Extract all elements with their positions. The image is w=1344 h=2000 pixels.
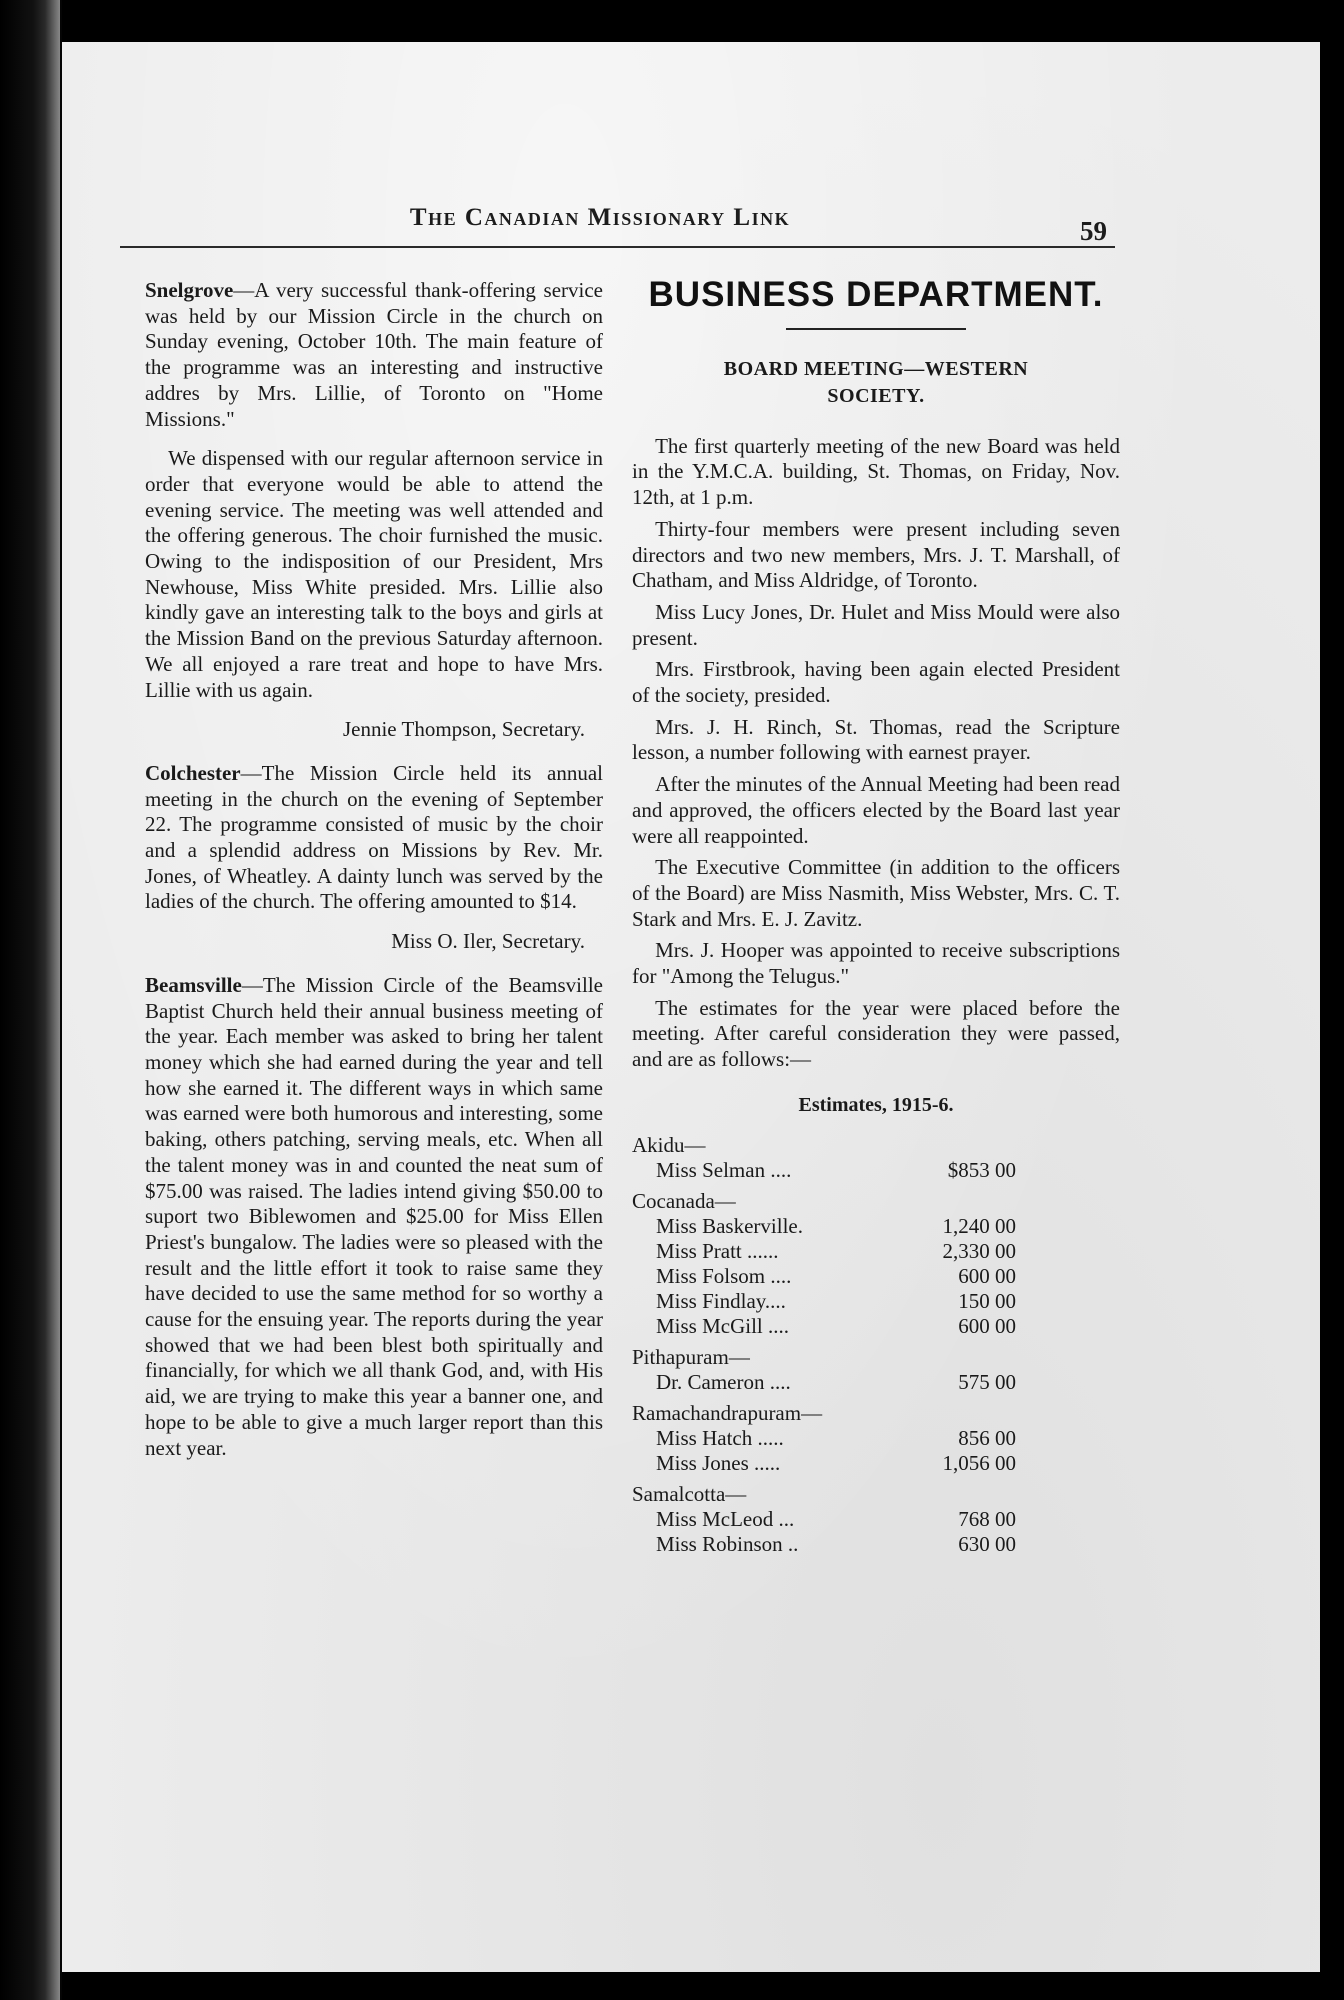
board-meeting-paragraph: Miss Lucy Jones, Dr. Hulet and Miss Mould were also present. <box>632 599 1120 650</box>
estimate-row <box>656 1451 1016 1476</box>
estimate-row <box>656 1426 1016 1451</box>
estimate-amount: $853 00 <box>947 1157 1016 1182</box>
station-block <box>632 1189 1120 1345</box>
right-column <box>632 275 1120 1563</box>
estimate-amount: 150 00 <box>958 1288 1016 1313</box>
station-block <box>632 1133 1120 1189</box>
board-meeting-title-line-2: SOCIETY. <box>827 384 925 407</box>
estimate-row <box>656 1214 1016 1239</box>
left-column <box>145 278 603 1475</box>
snelgrove-signature: Jennie Thompson, Secretary. <box>342 717 585 742</box>
snelgrove-text: —A very successful thank-offering service was held by our Mission Circle in the church on Sunday evening, October 10th. The main feature of the programme was an interesting and instructive addres by Mrs. Lillie, of Toronto on "Home Missions." <box>145 278 603 431</box>
page-number: 59 <box>1080 216 1107 246</box>
board-meeting-paragraph: Mrs. J. Hooper was appointed to receive subscriptions for "Among the Telugus." <box>632 938 1120 989</box>
colchester-lead: Colchester <box>145 760 241 785</box>
snelgrove-lead: Snelgrove <box>145 278 234 302</box>
estimate-amount: 575 00 <box>958 1369 1016 1394</box>
colchester-paragraph <box>145 761 603 915</box>
estimates-title: Estimates, 1915-6. <box>798 1093 954 1116</box>
beamsville-paragraph <box>145 973 603 1461</box>
station-block <box>632 1482 1120 1563</box>
beamsville-text: —The Mission Circle of the Beamsville Baptist Church held their annual business meeting of the year. Each member was asked to bring her talent money which she had earned during the year and tell how she earned it. The different ways in which same was earned were both humorous and interesting, some baking, others patching, serving meals, etc. When all the talent money was in and counted the neat sum of $75.00 was raised. The ladies intend giving $50.00 to suport two Biblewomen and $25.00 for Miss Ellen Priest's bungalow. The ladies were so pleased with the result and the little effort it took to raise same they have decided to use the same method for so worthy a cause for the ensuing year. The reports during the year showed that we had been blest both spiritually and financially, for which we all thank God, and, with His aid, we are trying to make this year a banner one, and hope to be able to give a much larger report than this next year. <box>145 972 603 1460</box>
business-department-title: BUSINESS DEPARTMENT. <box>648 275 1104 314</box>
colchester-text: —The Mission Circle held its annual meeting in the church on the evening of September 22. The programme consisted of music by the choir and a splendid address on Missions by Rev. Mr. Jones, of Wheatley. A dainty lunch was served by the ladies of the church. The offering amounted to $14. <box>145 760 603 914</box>
board-meeting-paragraph: The Executive Committee (in addition to the officers of the Board) are Miss Nasmith, Miss Webster, Mrs. C. T. Stark and Mrs. E. J. Zavitz. <box>632 855 1120 931</box>
board-meeting-title-line-1: BOARD MEETING—WESTERN <box>723 357 1029 380</box>
board-meeting-paragraph: After the minutes of the Annual Meeting had been read and approved, the officers elected by the Board last year were all reappointed. <box>632 772 1120 848</box>
board-meeting-paragraph: The first quarterly meeting of the new Board was held in the Y.M.C.A. building, St. Thomas, on Friday, Nov. 12th, at 1 p.m. <box>632 433 1120 510</box>
film-border-bottom <box>62 1972 1344 2000</box>
estimate-person: Miss Selman .... <box>656 1157 792 1182</box>
estimate-amount: 2,330 00 <box>942 1238 1016 1263</box>
station-gap <box>632 1557 1120 1563</box>
estimate-amount: 1,240 00 <box>942 1213 1016 1238</box>
estimate-amount: 600 00 <box>958 1263 1016 1288</box>
board-meeting-paragraph: Mrs. J. H. Rinch, St. Thomas, read the Scripture lesson, a number following with earnest prayer. <box>632 714 1120 765</box>
board-meeting-paragraph: Thirty-four members were present including seven directors and two new members, Mrs. J. T. Marshall, of Chatham, and Miss Aldridge, of Toronto. <box>632 516 1120 593</box>
film-border-right <box>1318 42 1344 1972</box>
estimate-person: Miss Robinson .. <box>656 1531 799 1556</box>
station-name: Akidu— <box>632 1132 706 1157</box>
estimate-amount: 768 00 <box>958 1506 1016 1531</box>
estimate-amount: 1,056 00 <box>942 1450 1016 1475</box>
estimate-person: Dr. Cameron .... <box>656 1369 791 1394</box>
board-meeting-title <box>632 356 1120 410</box>
colchester-signature: Miss O. Iler, Secretary. <box>391 929 585 954</box>
estimate-person: Miss Findlay.... <box>656 1288 786 1313</box>
running-head: The Canadian Missionary Link <box>409 204 791 231</box>
board-meeting-paragraph: Mrs. Firstbrook, having been again elected President of the society, presided. <box>632 657 1120 708</box>
estimate-row <box>656 1289 1016 1314</box>
estimate-amount: 630 00 <box>958 1531 1016 1556</box>
estimate-person: Miss Folsom .... <box>656 1263 792 1288</box>
station-block <box>632 1345 1120 1401</box>
station-name: Cocanada— <box>632 1188 736 1213</box>
estimate-row <box>656 1314 1016 1339</box>
estimate-row <box>656 1507 1016 1532</box>
estimate-row <box>656 1532 1016 1557</box>
header-rule <box>120 246 1115 248</box>
estimate-amount: 856 00 <box>958 1425 1016 1450</box>
title-rule <box>786 328 966 330</box>
station-block <box>632 1401 1120 1482</box>
estimate-person: Miss McLeod ... <box>656 1506 795 1531</box>
film-border-top <box>62 0 1344 42</box>
estimate-person: Miss Baskerville. <box>656 1213 803 1238</box>
film-border-left <box>0 0 60 2000</box>
estimate-row <box>656 1158 1016 1183</box>
estimate-person: Miss Jones ..... <box>656 1450 781 1475</box>
estimate-row <box>656 1264 1016 1289</box>
board-meeting-paragraph: The estimates for the year were placed before the meeting. After careful consideration they were passed, and are as follows:— <box>632 995 1120 1072</box>
beamsville-lead: Beamsville <box>145 972 242 997</box>
board-meeting-paragraphs <box>632 434 1120 1073</box>
estimate-person: Miss Hatch ..... <box>656 1425 784 1450</box>
snelgrove-paragraph <box>145 278 603 432</box>
estimate-row <box>656 1370 1016 1395</box>
estimates-list <box>632 1133 1120 1563</box>
estimate-row <box>656 1239 1016 1264</box>
estimate-person: Miss McGill .... <box>656 1313 790 1338</box>
estimate-amount: 600 00 <box>958 1313 1016 1338</box>
station-name: Samalcotta— <box>632 1481 747 1506</box>
snelgrove-paragraph-2: We dispensed with our regular afternoon service in order that everyone would be able to attend the evening service. The meeting was well attended and the offering generous. The choir furnished the music. Owing to the indisposition of our President, Mrs Newhouse, Miss White presided. Mrs. Lillie also kindly gave an interesting talk to the boys and girls at the Mission Band on the previous Saturday afternoon. We all enjoyed a rare treat and hope to have Mrs. Lillie with us again. <box>145 446 603 702</box>
station-name: Pithapuram— <box>632 1344 750 1369</box>
estimate-person: Miss Pratt ...... <box>656 1238 779 1263</box>
station-name: Ramachandrapuram— <box>632 1400 823 1425</box>
